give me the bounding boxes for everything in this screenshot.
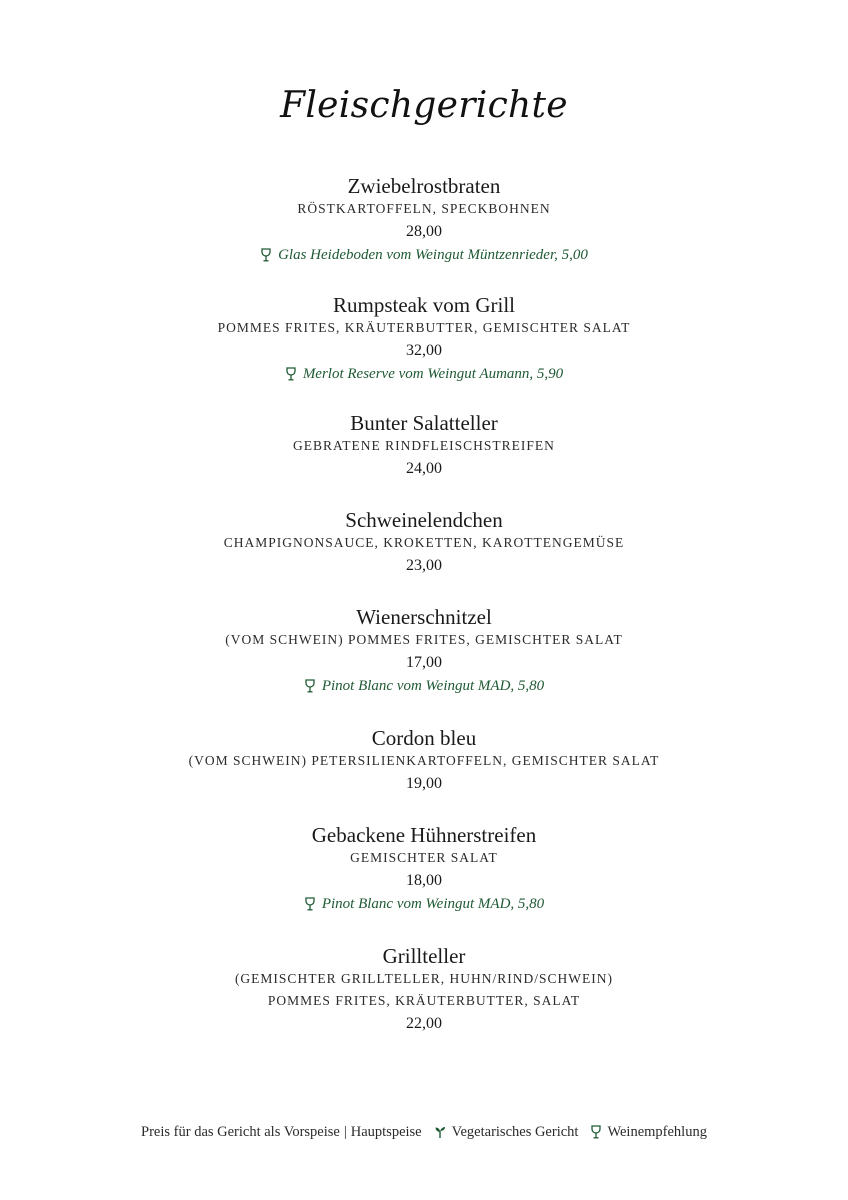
dish-name: Grillteller	[382, 944, 466, 968]
wine-text: Pinot Blanc vom Weingut MAD, 5,80	[321, 896, 545, 912]
dish-description: (VOM SCHWEIN) PETERSILIENKARTOFFELN, GEMISCHTER SALAT	[188, 753, 660, 768]
dish-price: 19,00	[406, 775, 442, 792]
dish-item	[0, 174, 848, 266]
footer-legend	[0, 1121, 848, 1143]
main-course-label: Hauptspeise	[350, 1124, 422, 1140]
dish-description: POMMES FRITES, KRÄUTERBUTTER, GEMISCHTER SALAT	[217, 320, 631, 335]
sprout-icon	[434, 1125, 446, 1139]
dish-item	[0, 605, 848, 697]
dish-name: Cordon bleu	[371, 726, 477, 750]
dish-name: Wienerschnitzel	[356, 605, 492, 629]
dish-description: RÖSTKARTOFFELN, SPECKBOHNEN	[297, 201, 551, 216]
dish-item	[0, 411, 848, 481]
dish-description: (VOM SCHWEIN) POMMES FRITES, GEMISCHTER SALAT	[225, 632, 623, 647]
wine-text: Glas Heideboden vom Weingut Müntzenrieder, 5,00	[278, 247, 588, 263]
wine-glass-icon	[260, 248, 272, 262]
wine-glass-icon	[285, 367, 297, 381]
wine-recommendation	[0, 893, 848, 915]
dish-item	[0, 823, 848, 915]
wine-glass-icon	[304, 897, 316, 911]
dish-price: 22,00	[406, 1015, 442, 1032]
dish-description: POMMES FRITES, KRÄUTERBUTTER, SALAT	[267, 993, 581, 1008]
price-note: Preis für das Gericht als Vorspeise	[141, 1124, 340, 1140]
wine-glass-icon	[590, 1125, 602, 1139]
separator: |	[343, 1124, 347, 1140]
dish-price: 28,00	[406, 223, 442, 240]
dish-price: 23,00	[406, 557, 442, 574]
dish-price: 32,00	[406, 342, 442, 359]
vegetarian-label: Vegetarisches Gericht	[451, 1124, 579, 1140]
dish-price: 18,00	[406, 872, 442, 889]
dish-name: Gebackene Hühnerstreifen	[311, 823, 537, 847]
dish-price: 17,00	[406, 654, 442, 671]
dish-price: 24,00	[406, 460, 442, 477]
dish-description: GEMISCHTER SALAT	[350, 850, 498, 865]
dish-description: CHAMPIGNONSAUCE, KROKETTEN, KAROTTENGEMÜSE	[223, 535, 625, 550]
dish-name: Rumpsteak vom Grill	[333, 293, 515, 317]
dish-item	[0, 293, 848, 385]
wine-recommendation	[0, 244, 848, 266]
dish-name: Bunter Salatteller	[350, 411, 498, 435]
wine-text: Merlot Reserve vom Weingut Aumann, 5,90	[302, 366, 564, 382]
page-title: Fleischgerichte	[280, 85, 568, 126]
dish-name: Schweinelendchen	[345, 508, 503, 532]
dish-name: Zwiebelrostbraten	[347, 174, 501, 198]
wine-text: Pinot Blanc vom Weingut MAD, 5,80	[321, 678, 545, 694]
dish-item	[0, 944, 848, 1036]
wine-recommendation-label: Weinempfehlung	[607, 1124, 707, 1140]
dish-description: (GEMISCHTER GRILLTELLER, HUHN/RIND/SCHWEIN)	[234, 971, 614, 986]
dish-item	[0, 726, 848, 796]
wine-glass-icon	[304, 679, 316, 693]
dish-description: GEBRATENE RINDFLEISCHSTREIFEN	[293, 438, 555, 453]
dish-item	[0, 508, 848, 578]
wine-recommendation	[0, 363, 848, 385]
wine-recommendation	[0, 675, 848, 697]
